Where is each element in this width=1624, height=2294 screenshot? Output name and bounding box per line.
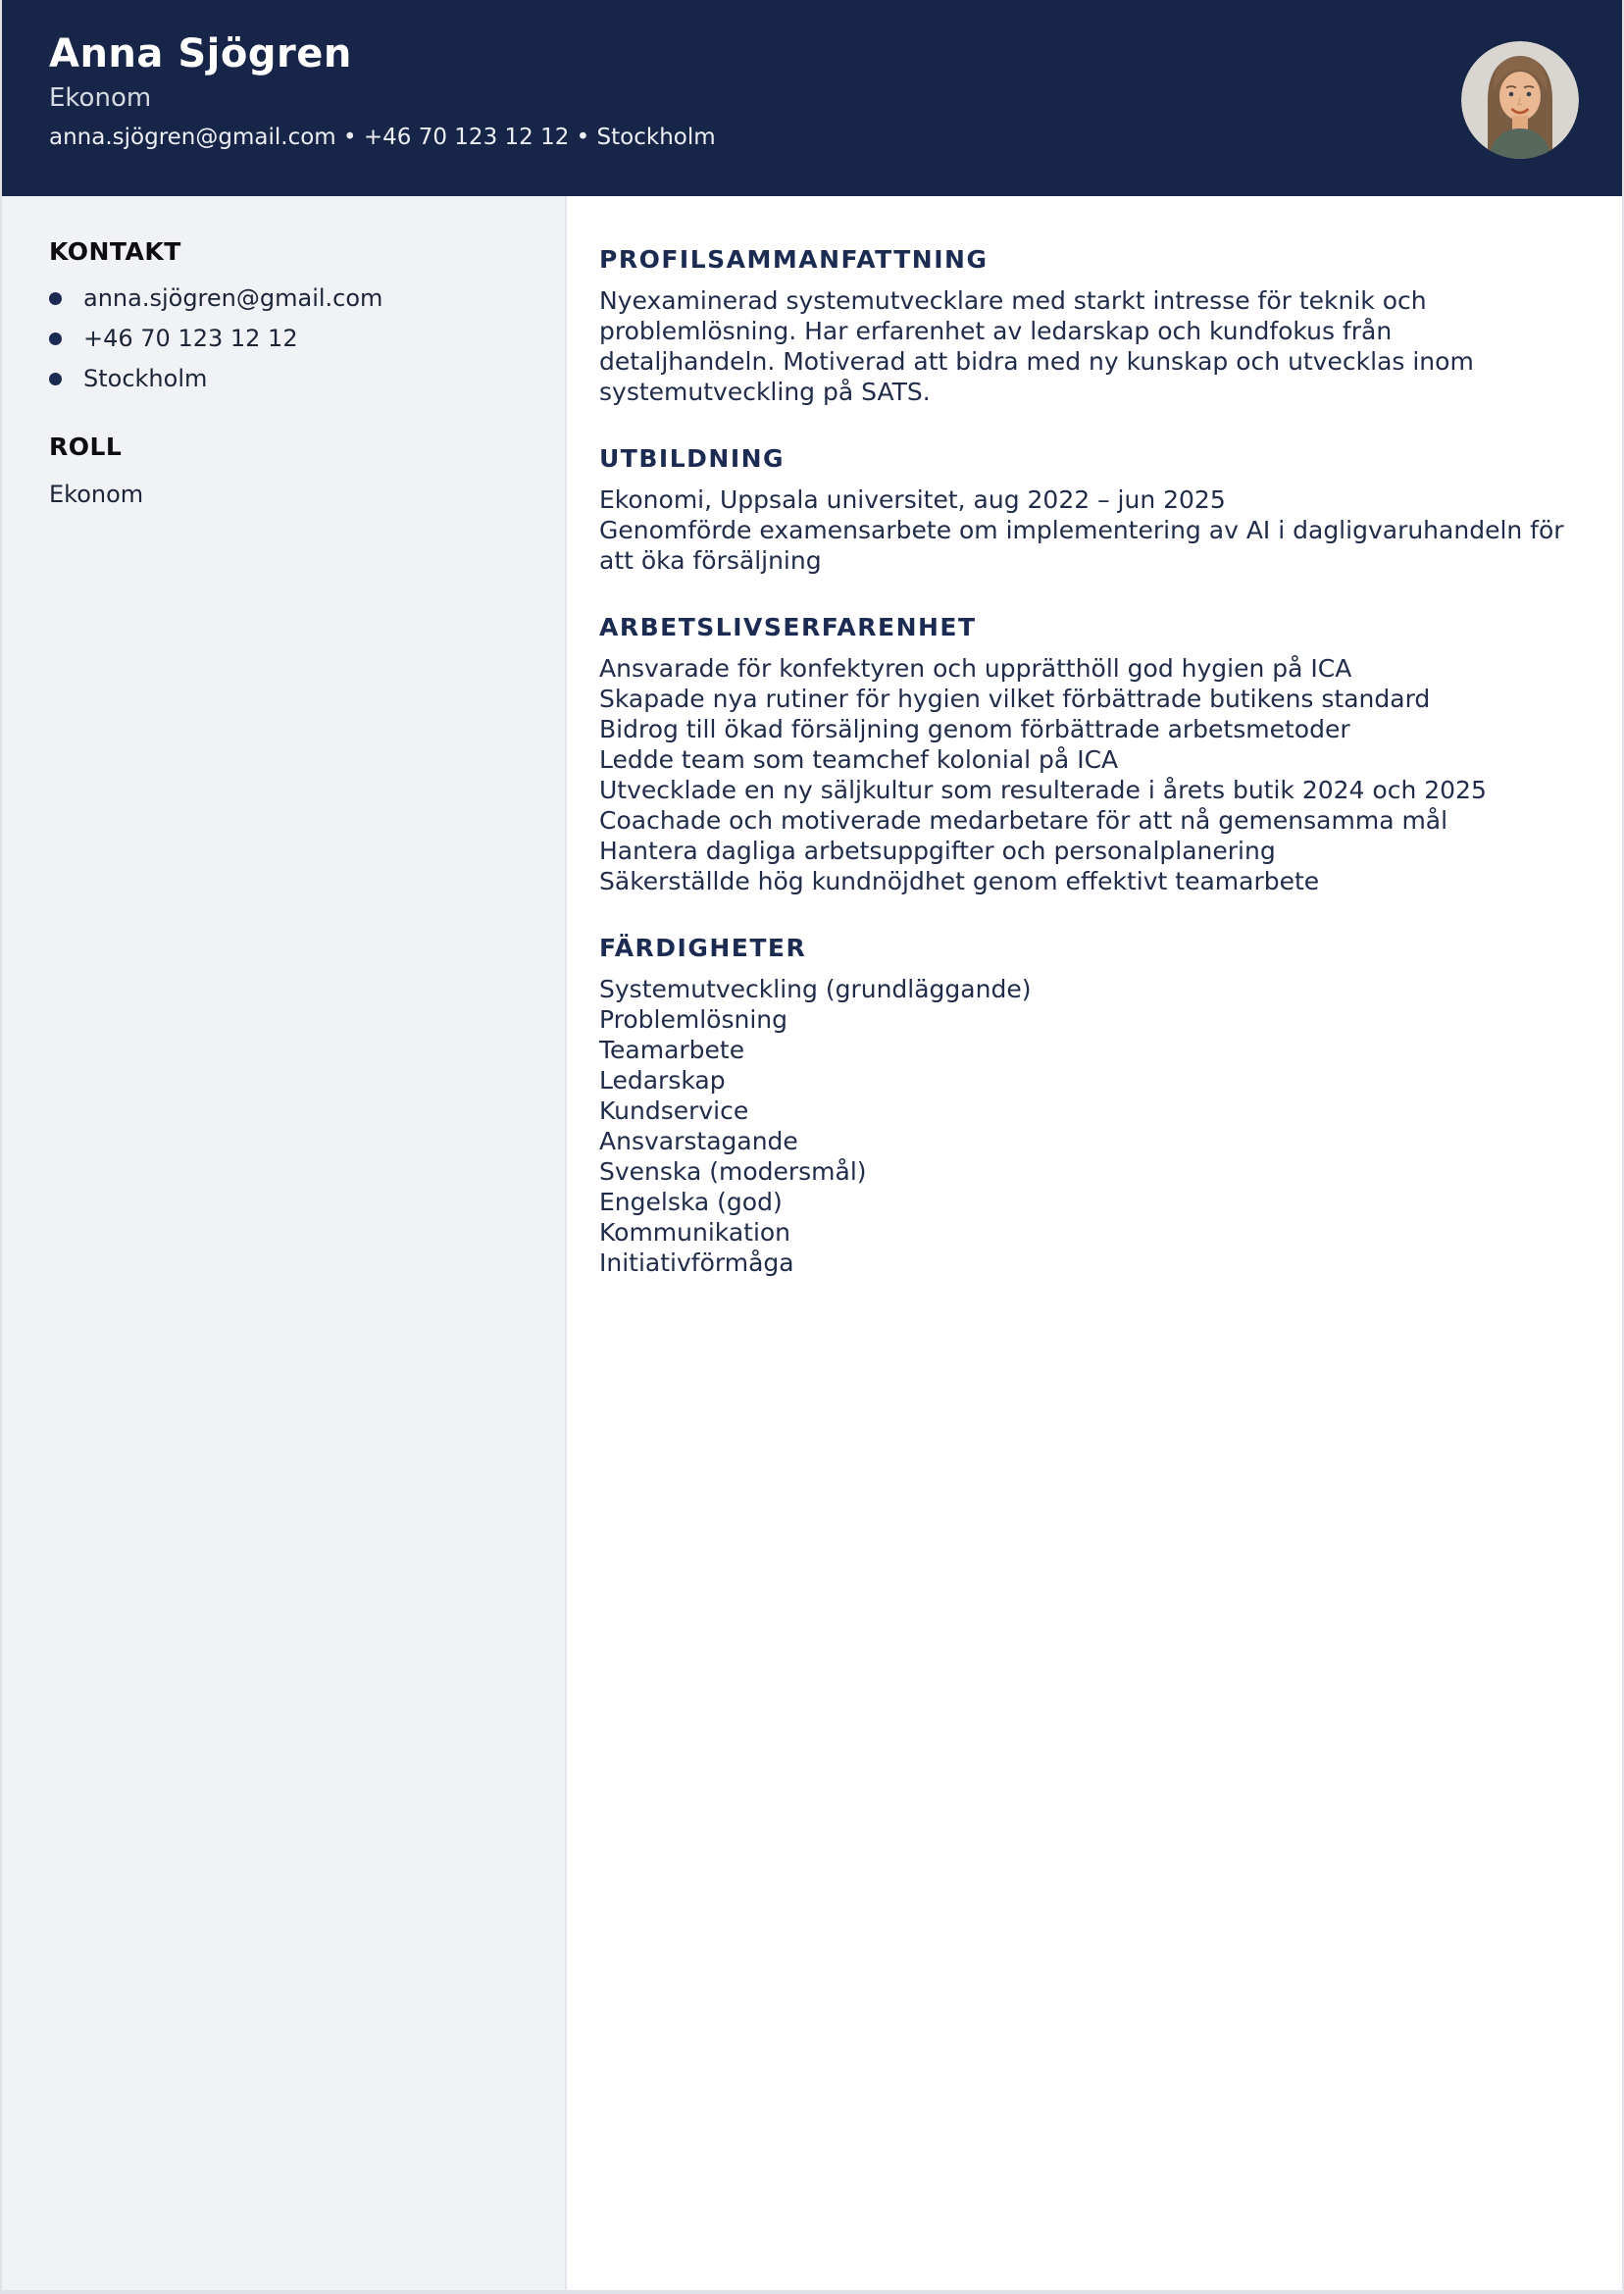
header	[2, 0, 1622, 196]
person-role: Ekonom	[49, 83, 152, 113]
main-content	[567, 196, 1622, 2290]
section-heading: UTBILDNING	[599, 444, 786, 473]
section-heading: PROFILSAMMANFATTNING	[599, 245, 989, 274]
role-value: Ekonom	[49, 481, 144, 508]
education-detail: Genomförde examensarbete om implementering av AI i dagligvaruhandeln för att öka försäljning	[599, 516, 1564, 575]
skill-item: Svenska (modersmål)	[599, 1157, 867, 1186]
work-line: Skapade nya rutiner för hygien vilket förbättrade butikens standard	[599, 685, 1431, 713]
bullet-icon	[49, 373, 62, 385]
section-skills	[599, 934, 1583, 1278]
sidebar	[2, 196, 567, 2290]
work-line: Bidrog till ökad försäljning genom förbättrade arbetsmetoder	[599, 715, 1350, 743]
contact-email: anna.sjögren@gmail.com	[83, 284, 383, 312]
profile-photo-illustration	[1461, 41, 1579, 159]
education-entry: Ekonomi, Uppsala universitet, aug 2022 – jun 2025	[599, 485, 1226, 514]
profile-photo	[1461, 41, 1579, 159]
contact-phone: +46 70 123 12 12	[83, 325, 298, 352]
skill-item: Teamarbete	[599, 1036, 745, 1064]
section-heading: FÄRDIGHETER	[599, 934, 807, 962]
skill-item: Ledarskap	[599, 1066, 726, 1095]
contact-item-phone	[49, 326, 526, 351]
profile-summary-text: Nyexaminerad systemutvecklare med starkt intresse för teknik och problemlösning. Har erfarenhet av ledarskap och kundfokus från detaljhandeln. Motiverad att bidra med ny kunskap och utvecklas inom systemutveckling på SATS.	[599, 286, 1474, 406]
section-heading: ARBETSLIVSERFARENHET	[599, 613, 977, 641]
work-line: Hantera dagliga arbetsuppgifter och personalplanering	[599, 837, 1276, 865]
person-name: Anna Sjögren	[49, 31, 352, 76]
work-line: Utvecklade en ny säljkultur som resulterade i årets butik 2024 och 2025	[599, 776, 1487, 804]
skill-item: Problemlösning	[599, 1005, 787, 1034]
skill-item: Systemutveckling (grundläggande)	[599, 975, 1032, 1003]
work-line: Säkerställde hög kundnöjdhet genom effektivt teamarbete	[599, 867, 1320, 895]
section-education	[599, 444, 1583, 576]
work-line: Coachade och motiverade medarbetare för att nå gemensamma mål	[599, 806, 1448, 835]
skill-item: Ansvarstagande	[599, 1127, 798, 1155]
header-contact-line: anna.sjögren@gmail.com • +46 70 123 12 12 • Stockholm	[49, 125, 716, 150]
work-line: Ansvarade för konfektyren och upprätthöll god hygien på ICA	[599, 654, 1352, 683]
section-work-experience	[599, 613, 1583, 896]
content-row	[2, 196, 1622, 2290]
skill-item: Initiativförmåga	[599, 1249, 794, 1277]
skill-item: Engelska (god)	[599, 1188, 783, 1216]
work-line: Ledde team som teamchef kolonial på ICA	[599, 745, 1119, 774]
contact-section-heading: KONTAKT	[49, 237, 181, 266]
bullet-icon	[49, 332, 62, 345]
section-profile	[599, 245, 1583, 407]
contact-item-location	[49, 366, 526, 391]
role-block	[49, 433, 526, 508]
contact-location: Stockholm	[83, 365, 208, 392]
contact-item-email	[49, 285, 526, 311]
role-section-heading: ROLL	[49, 433, 123, 461]
skill-item: Kundservice	[599, 1096, 749, 1125]
skill-item: Kommunikation	[599, 1218, 791, 1247]
bullet-icon	[49, 292, 62, 305]
